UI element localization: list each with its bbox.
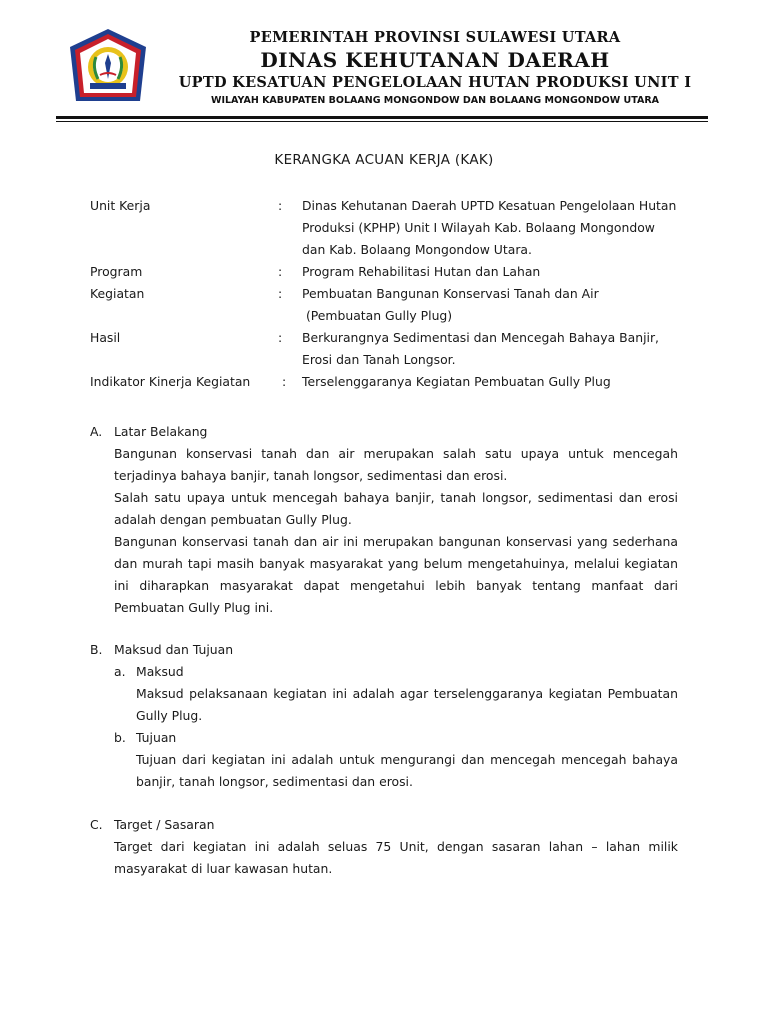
letterhead-agency: DINAS KEHUTANAN DAERAH <box>260 48 610 72</box>
letterhead-divider-thick <box>56 116 708 119</box>
info-value-line: Terselenggaranya Kegiatan Pembuatan Gully Plug <box>302 374 611 389</box>
section-heading <box>90 814 678 836</box>
letterhead <box>160 28 710 108</box>
section-body <box>114 443 678 619</box>
subsection-tujuan <box>114 727 678 793</box>
letterhead-divider-thin <box>56 121 708 122</box>
info-row-unit-kerja <box>90 195 690 261</box>
subsection-maksud <box>114 661 678 727</box>
info-value-line: dan Kab. Bolaang Mongondow Utara. <box>302 242 532 257</box>
info-label: Program <box>90 264 143 279</box>
info-row-kegiatan <box>90 283 690 327</box>
info-value <box>302 371 687 393</box>
section-target-sasaran <box>90 814 678 880</box>
info-value-line: (Pembuatan Gully Plug) <box>302 308 453 323</box>
info-separator: : <box>278 198 283 213</box>
subsection-heading <box>114 661 678 683</box>
paragraph: Bangunan konservasi tanah dan air merupakan salah satu upaya untuk mencegah terjadinya bahaya banjir, tanah longsor, sedimentasi dan erosi. <box>114 446 678 483</box>
subsection-number: b. <box>114 730 126 745</box>
subsection-body <box>136 683 678 727</box>
subsection-title: Maksud <box>136 664 184 679</box>
subsection-heading <box>114 727 678 749</box>
info-value <box>302 327 687 371</box>
provincial-emblem-logo <box>66 27 150 107</box>
section-heading <box>90 639 678 661</box>
info-value-line: Pembuatan Bangunan Konservasi Tanah dan Air <box>302 286 599 301</box>
info-value-line: Produksi (KPHP) Unit I Wilayah Kab. Bolaang Mongondow <box>302 220 655 235</box>
section-title: Maksud dan Tujuan <box>114 642 234 657</box>
section-title: Target / Sasaran <box>114 817 215 832</box>
section-number: C. <box>90 817 103 832</box>
letterhead-unit: UPTD KESATUAN PENGELOLAAN HUTAN PRODUKSI UNIT I <box>178 74 692 91</box>
info-table <box>90 195 690 393</box>
info-value-line: Berkurangnya Sedimentasi dan Mencegah Bahaya Banjir, <box>302 330 659 345</box>
subsection-body <box>136 749 678 793</box>
info-separator: : <box>278 330 283 345</box>
info-label: Unit Kerja <box>90 198 151 213</box>
letterhead-government: PEMERINTAH PROVINSI SULAWESI UTARA <box>249 29 621 46</box>
info-row-indikator <box>90 371 690 393</box>
paragraph: Maksud pelaksanaan kegiatan ini adalah agar terselenggaranya kegiatan Pembuatan Gully Plug. <box>136 686 678 723</box>
section-maksud-tujuan <box>90 639 678 793</box>
section-body <box>114 836 678 880</box>
info-value <box>302 261 687 283</box>
info-value-line: Program Rehabilitasi Hutan dan Lahan <box>302 264 541 279</box>
info-value <box>302 283 687 327</box>
info-value-line: Dinas Kehutanan Daerah UPTD Kesatuan Pengelolaan Hutan <box>302 198 677 213</box>
paragraph: Bangunan konservasi tanah dan air ini merupakan bangunan konservasi yang sederhana dan murah tapi masih banyak masyarakat yang belum mengetahuinya, melalui kegiatan ini diharapkan masyarakat dapat mengetahui lebih banyak tentang manfaat dari Pembuatan Gully Plug ini. <box>114 534 678 615</box>
info-row-program <box>90 261 690 283</box>
section-latar-belakang <box>90 421 678 619</box>
subsection-title: Tujuan <box>136 730 177 745</box>
section-number: B. <box>90 642 103 657</box>
info-separator: : <box>282 374 287 389</box>
info-label: Hasil <box>90 330 121 345</box>
info-separator: : <box>278 264 283 279</box>
info-value <box>302 195 687 261</box>
info-value-line: Erosi dan Tanah Longsor. <box>302 352 456 367</box>
section-heading <box>90 421 678 443</box>
section-number: A. <box>90 424 103 439</box>
paragraph: Tujuan dari kegiatan ini adalah untuk mengurangi dan mencegah mencegah bahaya banjir, tanah longsor, sedimentasi dan erosi. <box>136 752 678 789</box>
info-label: Kegiatan <box>90 286 145 301</box>
info-row-hasil <box>90 327 690 371</box>
info-label: Indikator Kinerja Kegiatan <box>90 374 251 389</box>
document-title: KERANGKA ACUAN KERJA (KAK) <box>274 152 494 168</box>
letterhead-region: WILAYAH KABUPATEN BOLAANG MONGONDOW DAN BOLAANG MONGONDOW UTARA <box>210 95 660 106</box>
section-title: Latar Belakang <box>114 424 208 439</box>
info-separator: : <box>278 286 283 301</box>
subsection-number: a. <box>114 664 126 679</box>
paragraph: Target dari kegiatan ini adalah seluas 75 Unit, dengan sasaran lahan – lahan milik masyarakat di luar kawasan hutan. <box>114 839 678 876</box>
paragraph: Salah satu upaya untuk mencegah bahaya banjir, tanah longsor, sedimentasi dan erosi adalah dengan pembuatan Gully Plug. <box>114 490 678 527</box>
